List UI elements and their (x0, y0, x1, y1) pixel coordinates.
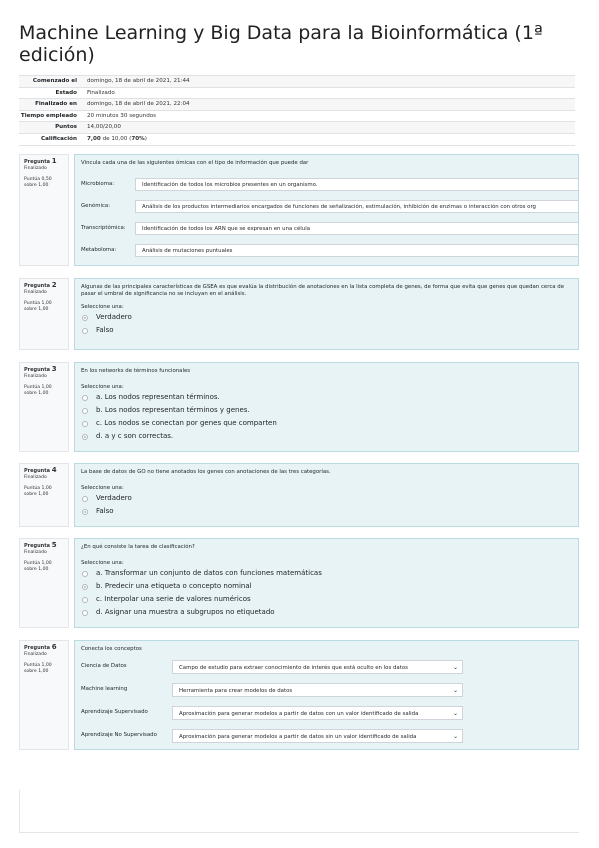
summary-label: Tiempo empleado (19, 111, 83, 122)
match-select[interactable] (172, 729, 463, 743)
question-1 (19, 154, 579, 266)
question-info (19, 463, 69, 527)
question-number: 3 (51, 365, 57, 373)
answer-option[interactable] (81, 508, 572, 515)
option-label: d. a y c son correctas. (96, 432, 174, 440)
question-state: Finalizado (24, 166, 47, 171)
match-selected-value: Aproximación para generar modelos a partir de datos con un valor identificado de salida (179, 710, 419, 717)
question-text: La base de datos de GO no tiene anotados los genes con anotaciones de las tres categorías. (81, 469, 331, 475)
match-selected-value: Campo de estudio para extraer conocimiento de interés que está oculto en los datos (179, 664, 408, 671)
summary-row (19, 76, 575, 88)
option-label: Falso (96, 326, 114, 334)
match-select[interactable] (172, 683, 463, 697)
match-row (81, 221, 572, 235)
answer-option[interactable] (81, 394, 572, 401)
question-text: ¿En qué consiste la tarea de clasificación? (81, 544, 195, 550)
grade-value: 7,00 (87, 135, 101, 142)
radio-button[interactable] (82, 434, 88, 440)
question-state: Finalizado (24, 550, 47, 555)
match-select[interactable]: Identificación de todos los ARN que se expresan en una célula (135, 222, 579, 235)
question-label: Pregunta (24, 367, 50, 373)
match-row (81, 659, 572, 674)
summary-label: Estado (19, 88, 83, 99)
grade-percent: 70% (131, 135, 145, 142)
match-row (81, 705, 572, 720)
question-label: Pregunta (24, 468, 50, 474)
question-grade-max: sobre 1,00 (24, 567, 49, 572)
answer-option[interactable] (81, 433, 572, 440)
question-label: Pregunta (24, 543, 50, 549)
radio-button[interactable] (82, 421, 88, 427)
radio-button[interactable] (82, 610, 88, 616)
summary-value: 14,00/20,00 (83, 122, 575, 133)
option-label: Falso (96, 507, 114, 515)
select-prompt: Seleccione una: (81, 485, 124, 491)
question-grade: Puntúa 0,50 (24, 177, 52, 182)
question-grade-max: sobre 1,00 (24, 307, 49, 312)
summary-label: Finalizado en (19, 99, 83, 110)
summary-value: 20 minutos 30 segundos (83, 111, 575, 122)
answer-option[interactable] (81, 407, 572, 414)
question-5 (19, 538, 579, 628)
match-row (81, 728, 572, 743)
question-text: Conecta los conceptos (81, 646, 142, 652)
summary-label: Calificación (19, 134, 83, 145)
summary-label: Puntos (19, 122, 83, 133)
question-number: 6 (51, 643, 57, 651)
match-row (81, 177, 572, 191)
question-content (74, 154, 579, 266)
match-label: Metaboloma: (81, 246, 117, 253)
grade-close: ) (144, 135, 147, 142)
option-label: a. Los nodos representan términos. (96, 393, 220, 401)
question-content (74, 278, 579, 350)
match-select[interactable]: Identificación de todos los microbios presentes en un organismo. (135, 178, 579, 191)
match-row (81, 243, 572, 257)
page-title: Machine Learning y Big Data para la Bioinformática (1ª edición) (19, 22, 543, 66)
question-grade-max: sobre 1,00 (24, 669, 49, 674)
answer-option[interactable] (81, 495, 572, 502)
question-label: Pregunta (24, 283, 50, 289)
question-text: Algunas de las principales características de GSEA es que evalúa la distribución de anotaciones en la lista completa de genes, de forma que evita que genes que quedan cerca de pasar el umbral de significancia no se incluyan en el análisis. (81, 284, 565, 297)
question-2 (19, 278, 579, 350)
question-number: 4 (51, 466, 57, 474)
answer-option[interactable] (81, 609, 572, 616)
question-content (74, 463, 579, 527)
select-prompt: Seleccione una: (81, 560, 124, 566)
summary-value: Finalizado (83, 88, 575, 99)
answer-option[interactable] (81, 583, 572, 590)
match-selected-value: Herramienta para crear modelos de datos (179, 687, 293, 694)
chevron-down-icon: ⌄ (452, 732, 458, 740)
answer-option[interactable] (81, 327, 572, 334)
option-label: c. Los nodos se conectan por genes que comparten (96, 419, 277, 427)
question-state: Finalizado (24, 290, 47, 295)
answer-option[interactable] (81, 570, 572, 577)
question-info (19, 362, 69, 452)
question-grade: Puntúa 1,00 (24, 486, 52, 491)
match-select[interactable] (172, 706, 463, 720)
question-content (74, 640, 579, 750)
summary-row (19, 88, 575, 100)
chevron-down-icon: ⌄ (452, 663, 458, 671)
summary-value: domingo, 18 de abril de 2021, 21:44 (83, 76, 575, 87)
match-selected-value: Aproximación para generar modelos a partir de datos sin un valor identificado de salida (179, 733, 417, 740)
question-grade-max: sobre 1,00 (24, 391, 49, 396)
option-label: b. Los nodos representan términos y genes. (96, 406, 250, 414)
option-label: Verdadero (96, 494, 132, 502)
match-select[interactable] (172, 660, 463, 674)
radio-button[interactable] (82, 509, 88, 515)
match-select[interactable]: Análisis de mutaciones puntuales (135, 244, 579, 257)
question-state: Finalizado (24, 652, 47, 657)
question-grade: Puntúa 1,00 (24, 561, 52, 566)
question-grade: Puntúa 1,00 (24, 663, 52, 668)
summary-row (19, 134, 575, 146)
summary-row (19, 111, 575, 123)
attempt-summary-table (19, 75, 575, 146)
select-prompt: Seleccione una: (81, 304, 124, 310)
answer-option[interactable] (81, 596, 572, 603)
question-label: Pregunta (24, 645, 50, 651)
match-label: Aprendizaje No Supervisado (81, 732, 157, 738)
match-row (81, 199, 572, 213)
question-3 (19, 362, 579, 452)
select-prompt: Seleccione una: (81, 384, 124, 390)
match-label: Machine learning (81, 686, 128, 692)
match-label: Transcriptómica: (81, 224, 126, 231)
summary-value (83, 134, 575, 145)
answer-option[interactable] (81, 314, 572, 321)
question-number: 2 (51, 281, 57, 289)
question-grade: Puntúa 1,00 (24, 385, 52, 390)
match-label: Ciencia de Datos (81, 663, 127, 669)
match-label: Microbioma: (81, 180, 115, 187)
question-grade: Puntúa 1,00 (24, 301, 52, 306)
question-info (19, 154, 69, 266)
option-label: c. Interpolar una serie de valores numéricos (96, 595, 251, 603)
summary-row (19, 122, 575, 134)
match-label: Genómica: (81, 202, 111, 209)
radio-button[interactable] (82, 395, 88, 401)
radio-button[interactable] (82, 496, 88, 502)
question-info (19, 278, 69, 350)
option-label: d. Asignar una muestra a subgrupos no etiquetado (96, 608, 275, 616)
radio-button[interactable] (82, 328, 88, 334)
radio-button[interactable] (82, 597, 88, 603)
radio-button[interactable] (82, 408, 88, 414)
radio-button[interactable] (82, 571, 88, 577)
option-label: b. Predecir una etiqueta o concepto nominal (96, 582, 252, 590)
option-label: Verdadero (96, 313, 132, 321)
summary-value: domingo, 18 de abril de 2021, 22:04 (83, 99, 575, 110)
question-grade-max: sobre 1,00 (24, 183, 49, 188)
chevron-down-icon: ⌄ (452, 686, 458, 694)
match-select[interactable]: Análisis de los productos intermediarios encargados de funciones de señalización, estimulación, inhibición de enzimas o interacción con otros org (135, 200, 579, 213)
question-grade-max: sobre 1,00 (24, 492, 49, 497)
question-number: 1 (51, 157, 57, 165)
page-border-left (19, 790, 20, 833)
question-state: Finalizado (24, 374, 47, 379)
match-label: Aprendizaje Supervisado (81, 709, 148, 715)
summary-row (19, 99, 575, 111)
question-4 (19, 463, 579, 527)
question-number: 5 (51, 541, 57, 549)
grade-total: de 10,00 ( (100, 135, 132, 142)
question-info (19, 640, 69, 750)
match-row (81, 682, 572, 697)
question-6 (19, 640, 579, 750)
radio-button[interactable] (82, 315, 88, 321)
answer-option[interactable] (81, 420, 572, 427)
question-label: Pregunta (24, 159, 50, 165)
question-state: Finalizado (24, 475, 47, 480)
question-content (74, 362, 579, 452)
summary-label: Comenzado el (19, 76, 83, 87)
question-content (74, 538, 579, 628)
radio-button[interactable] (82, 584, 88, 590)
question-text: Vincula cada una de las siguientes ómicas con el tipo de información que puede dar (81, 160, 309, 166)
chevron-down-icon: ⌄ (452, 709, 458, 717)
page-border-bottom (19, 832, 579, 833)
question-info (19, 538, 69, 628)
question-text: En los networks de términos funcionales (81, 368, 191, 374)
option-label: a. Transformar un conjunto de datos con funciones matemáticas (96, 569, 322, 577)
